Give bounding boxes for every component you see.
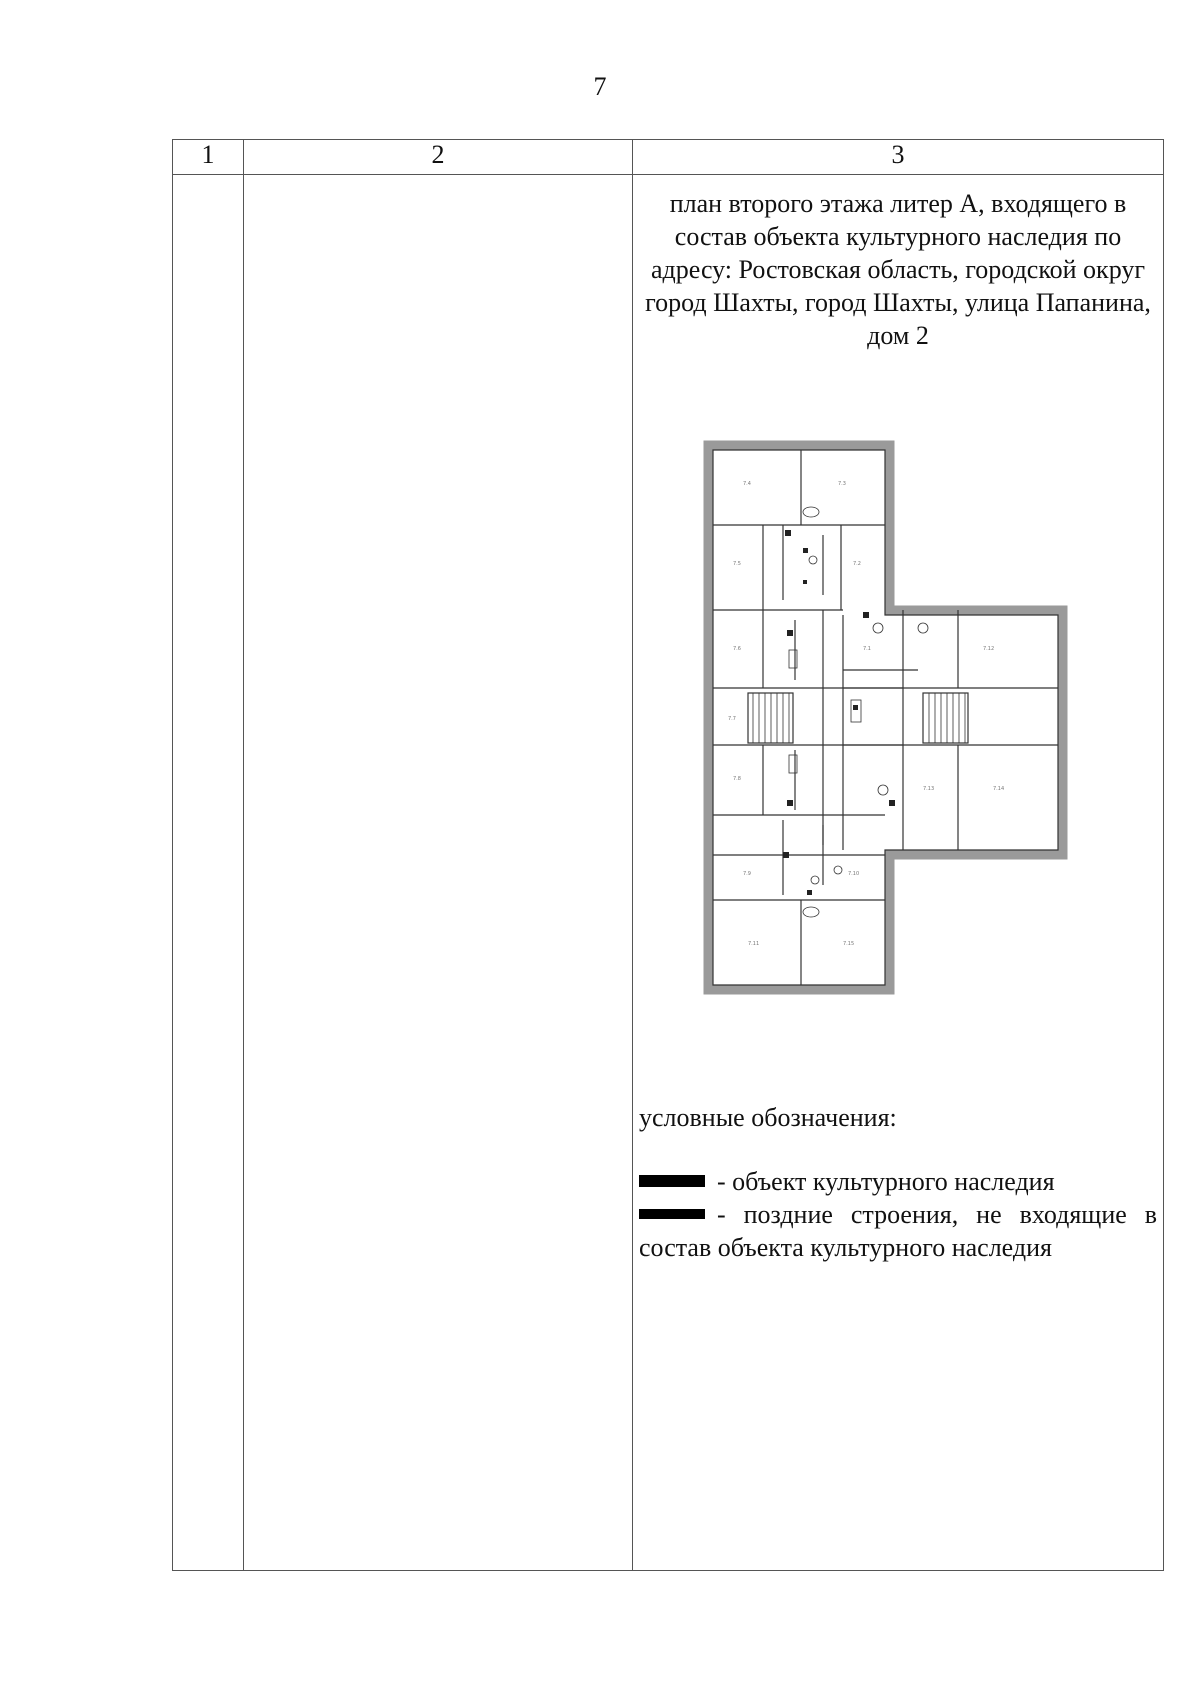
svg-text:7.3: 7.3 — [838, 481, 846, 487]
svg-text:7.5: 7.5 — [733, 561, 741, 567]
svg-text:7.9: 7.9 — [743, 871, 751, 877]
legend-swatch-heritage — [639, 1175, 705, 1187]
legend-item-later-buildings — [639, 1198, 1157, 1264]
svg-text:7.6: 7.6 — [733, 646, 741, 652]
svg-text:7.8: 7.8 — [733, 776, 741, 782]
svg-text:7.12: 7.12 — [983, 646, 995, 652]
column-header-3: 3 — [633, 140, 1164, 175]
column-header-2: 2 — [244, 140, 633, 175]
document-table — [172, 139, 1164, 1571]
legend-label-later-buildings: - поздние строения, не входящие в состав объекта культурного наследия — [639, 1200, 1157, 1262]
legend-label-heritage: - объект культурного наследия — [717, 1167, 1055, 1196]
svg-text:7.15: 7.15 — [843, 941, 855, 947]
table-header-row — [173, 140, 1164, 175]
svg-text:7.7: 7.7 — [728, 716, 736, 722]
legend-title: условные обозначения: — [639, 1103, 897, 1132]
svg-text:7.4: 7.4 — [743, 481, 751, 487]
page-number: 7 — [593, 72, 607, 101]
floor-plan-drawing — [703, 440, 1093, 1035]
svg-text:7.1: 7.1 — [863, 646, 871, 652]
cell-col-3 — [633, 175, 1164, 1571]
legend-item-heritage — [639, 1165, 1157, 1198]
svg-text:7.14: 7.14 — [993, 786, 1005, 792]
svg-text:7.11: 7.11 — [748, 941, 760, 947]
svg-text:7.2: 7.2 — [853, 561, 861, 567]
svg-text:7.10: 7.10 — [848, 871, 860, 877]
cell-col-2 — [244, 175, 633, 1571]
column-header-1: 1 — [173, 140, 244, 175]
legend-swatch-later-buildings — [639, 1209, 705, 1219]
svg-text:7.13: 7.13 — [923, 786, 935, 792]
plan-caption: план второго этажа литер А, входящего в состав объекта культурного наследия по адресу: Ростовская область, городской округ город Шахты, город Шахты, улица Папанина, дом 2 — [645, 189, 1151, 350]
cell-col-1 — [173, 175, 244, 1571]
table-row — [173, 175, 1164, 1571]
